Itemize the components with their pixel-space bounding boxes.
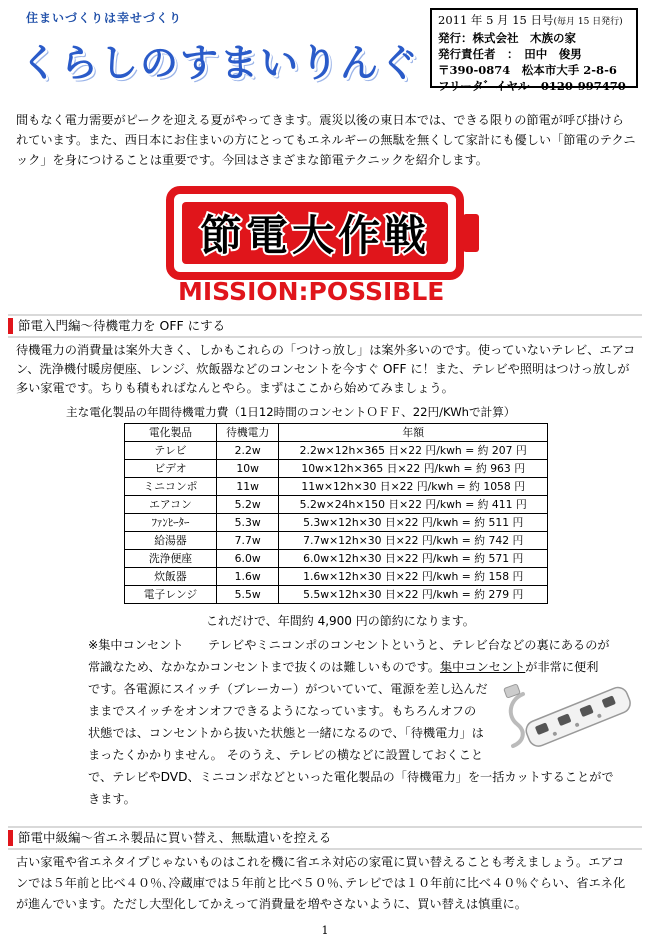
battery-terminal [463,214,479,252]
section1-body: 待機電力の消費量は案外大きく、しかもこれらの「つけっ放し」は案外多いのです。使っていないテレビ、エアコン、洗浄機付暖房便座、レンジ、炊飯器などのコンセントを今すぐ OFF に！また、テレビや照明はつけっ放しが多い家電です。ちりも積もればなんとやら。まずはここから始めてみましょう。 [16,343,636,395]
section1-heading-bar [8,314,642,338]
table-cell: 2.2w [216,442,279,460]
section2-heading-bar [8,826,642,850]
masthead-tagline: 住まいづくりは幸せづくり [26,11,183,25]
table-cell: 5.3w×12h×30 日×22 円/kwh = 約 511 円 [279,514,548,532]
table-cell: 7.7w×12h×30 日×22 円/kwh = 約 742 円 [279,532,548,550]
table-cell: 電子レンジ [125,586,217,604]
table-cell: 洗浄便座 [125,550,217,568]
table-cell: ﾌｧﾝﾋｰﾀｰ [125,514,217,532]
table-cell: 1.6w×12h×30 日×22 円/kwh = 約 158 円 [279,568,548,586]
page-number: 1 [321,924,329,937]
table-cell: 2.2w×12h×365 日×22 円/kwh = 約 207 円 [279,442,548,460]
section2-marker [8,830,13,846]
table-cell: 炊飯器 [125,568,217,586]
table-row [125,460,548,478]
note-line: で、テレビやDVD、ミニコンポなどといった電化製品の「待機電力」を一括カットすることがで [88,770,614,784]
editor: 発行責任者 ： 田中 俊男 [438,47,582,61]
table-row [125,442,548,460]
table-cell: 5.3w [216,514,279,532]
logo-subtitle: MISSION:POSSIBLE [178,277,445,306]
table-cell: テレビ [125,442,217,460]
issue-note: (毎月 15 日発行) [553,17,623,27]
freedial: フリータ゛イヤル 0120-997470 [438,79,626,93]
newsletter-title: くらしのすまいりんぐ [20,41,421,85]
section2-body: 古い家電や省エネタイプじゃないものはこれを機に省エネ対応の家電に買い替えることも考えましょう。エアコンでは５年前と比べ４０％､冷蔵庫では５年前と比べ５０％､テレビでは１０年前に比べ４０％ぐらい、省エネ化が進んでいます。ただし大型化してかえって消費量を増やさないように、買い替えは慎重に。 [16,855,626,911]
power-strip-term: 集中コンセント [439,660,526,674]
note-line [88,656,636,678]
intro-paragraph: 間もなく電力需要がピークを迎える夏がやってきます。震災以後の東日本では、できる限りの節電が呼び掛けられています。また、西日本にお住まいの方にとってもエネルギーの無駄を無くして家計にも優しい「節電のテクニック」を身につけることは重要です。今回はさまざまな節電テクニックを紹介します。 [16,113,636,167]
note-line: まったくかかりません。 そのうえ、テレビの横などに設置しておくこと [88,748,484,762]
table-row [125,550,548,568]
table-cell: ミニコンポ [125,478,217,496]
table-cell: 10w×12h×365 日×22 円/kwh = 約 963 円 [279,460,548,478]
table-cell: 11w×12h×30 日×22 円/kwh = 約 1058 円 [279,478,548,496]
note-text: が非常に便利 [525,660,599,674]
table-cell: 5.2w [216,496,279,514]
table-caption: 主な電化製品の年間待機電力費（1日12時間のコンセントＯＦＦ、22円/KWhで計算） [66,405,516,419]
table-header-standby: 待機電力 [216,424,279,442]
issue-date: 2011 年 5 月 15 日号 [438,13,554,27]
note-line: ままでスイッチをオンオフできるようになっています。もちろんオフの [88,704,477,718]
table-cell: 5.5w [216,586,279,604]
publication-info-box [430,8,638,93]
table-cell: 6.0w [216,550,279,568]
table-cell: 1.6w [216,568,279,586]
note-line: 状態では、コンセントから抜いた状態と一緒になるので、「待機電力」は [88,726,484,740]
note-line: です。各電源にスイッチ（ブレーカー）がついていて、電源を差し込んだ [88,682,488,696]
section2-heading: 節電中級編～省エネ製品に買い替え、無駄遣いを控える [18,830,332,845]
logo-kanji: 節電大作戦 [199,211,431,260]
power-strip-icon [503,676,635,758]
section1-heading: 節電入門編～待機電力を OFF にする [18,318,226,333]
standby-power-table [124,423,548,604]
table-cell: ビデオ [125,460,217,478]
note-line: きます。 [88,792,136,806]
table-cell: 給湯器 [125,532,217,550]
table-row [125,478,548,496]
section1-marker [8,318,13,334]
issue-date-line [438,12,630,30]
battery-logo-icon [166,186,486,280]
table-row [125,514,548,532]
table-cell: 5.5w×12h×30 日×22 円/kwh = 約 279 円 [279,586,548,604]
table-cell: 6.0w×12h×30 日×22 円/kwh = 約 571 円 [279,550,548,568]
note-text: 常識なため、なかなかコンセントまで抜くのは難しいものです。 [88,660,440,674]
publisher: 発行：株式会社 木族の家 [438,31,576,45]
table-cell: 7.7w [216,532,279,550]
table-header-annual: 年額 [279,424,548,442]
table-row [125,586,548,604]
table-row [125,532,548,550]
masthead [12,6,422,94]
table-cell: 11w [216,478,279,496]
table-header-row [125,424,548,442]
table-header-product: 電化製品 [125,424,217,442]
table-cell: 5.2w×24h×150 日×22 円/kwh = 約 411 円 [279,496,548,514]
table-row [125,496,548,514]
table-cell: エアコン [125,496,217,514]
note-line: ※集中コンセント テレビやミニコンポのコンセントというと、テレビ台などの裏にあるのが [88,638,610,652]
savings-summary: これだけで、年間約 4,900 円の節約になります。 [206,614,475,628]
table-cell: 10w [216,460,279,478]
table-row [125,568,548,586]
address: 〒390-0874 松本市大手 2-8-6 [438,63,617,77]
